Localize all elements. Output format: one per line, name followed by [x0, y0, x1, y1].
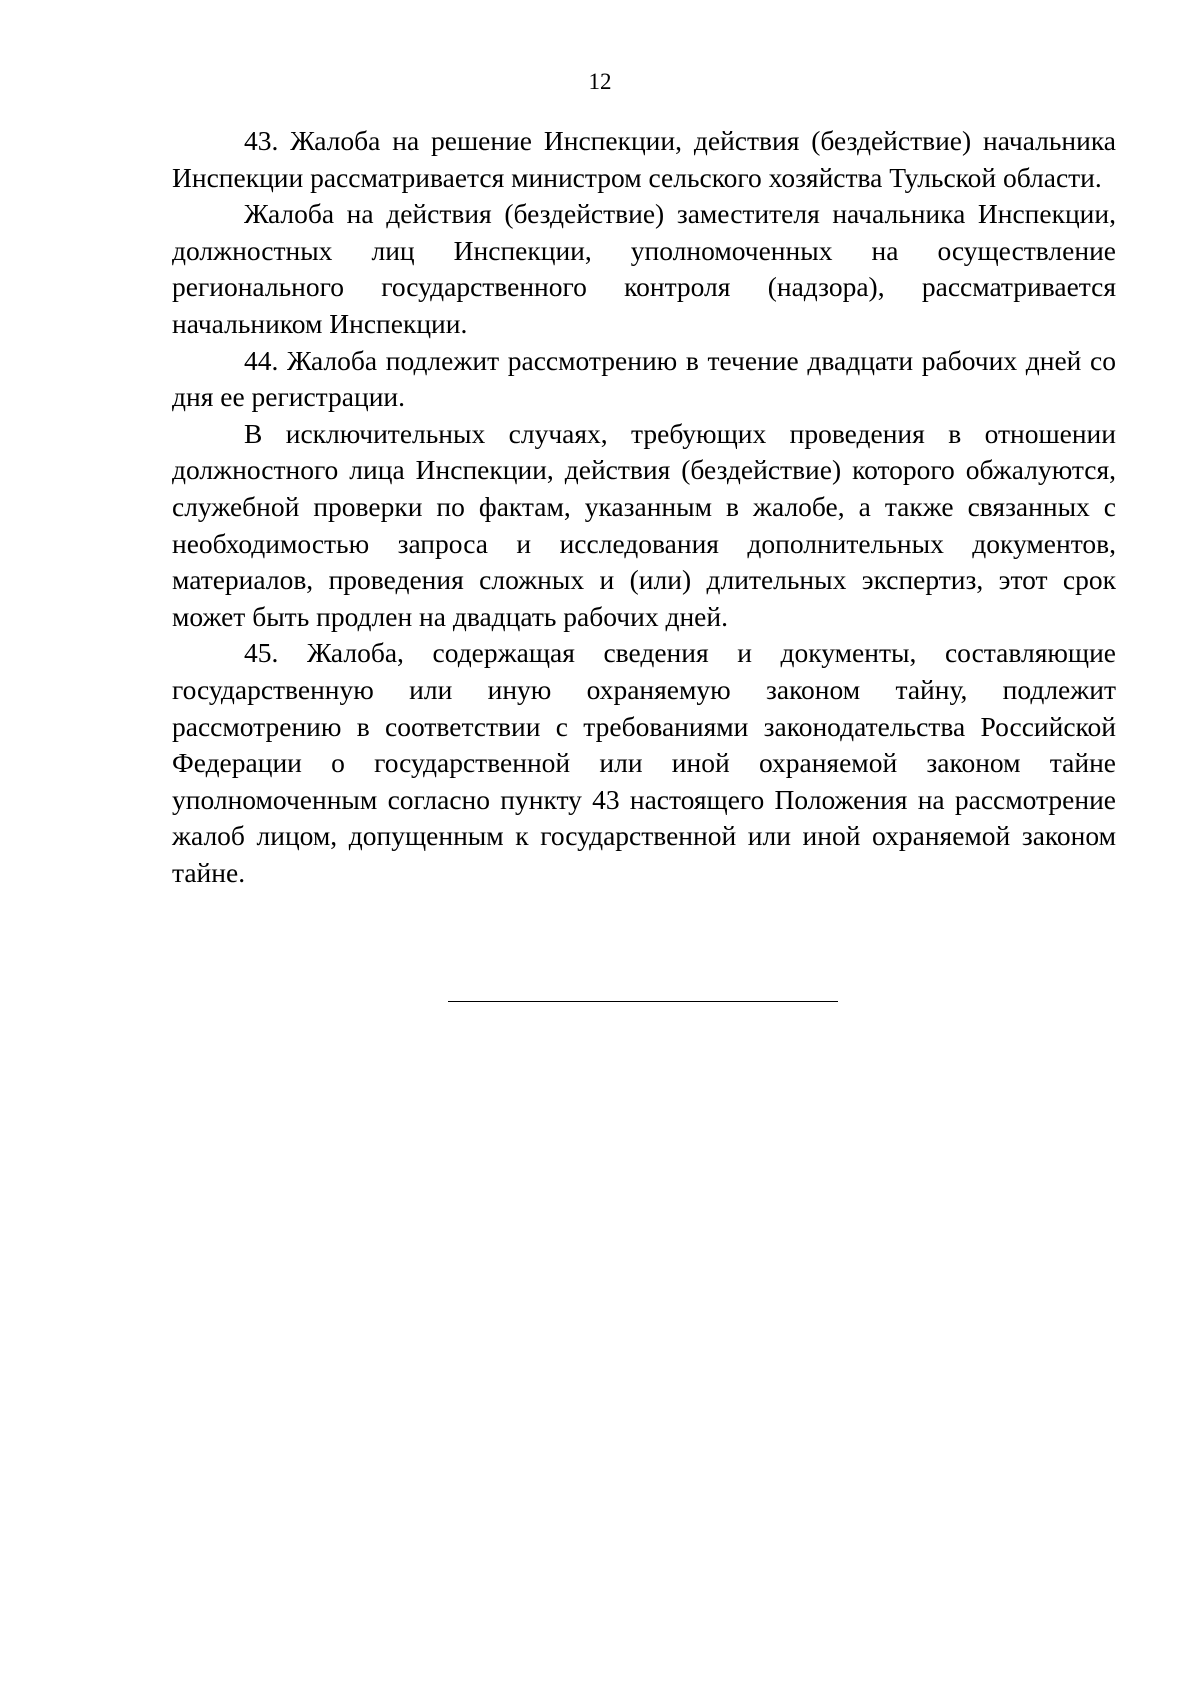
paragraph-45-secret-information: 45. Жалоба, содержащая сведения и документы, составляющие государственную или иную охраняемую законом тайну, подлежит рассмотрению в соответствии с требованиями законодательства Российской Федерации о государственной или иной охраняемой законом тайне уполномоченным согласно пункту 43 настоящего Положения на рассмотрение жалоб лицом, допущенным к государственной или иной охраняемой законом тайне. — [172, 637, 1116, 888]
page-number: 12 — [588, 69, 612, 94]
document-body — [172, 123, 1116, 891]
paragraph-43-complaint-minister: 43. Жалоба на решение Инспекции, действия (бездействие) начальника Инспекции рассматривается министром сельского хозяйства Тульской области. — [172, 125, 1116, 193]
paragraph-complaint-deputy-head: Жалоба на действия (бездействие) заместителя начальника Инспекции, должностных лиц Инспекции, уполномоченных на осуществление регионального государственного контроля (надзора), рассматривается начальником Инспекции. — [172, 198, 1116, 339]
end-of-document-divider — [448, 1001, 838, 1002]
paragraph-term-extension: В исключительных случаях, требующих проведения в отношении должностного лица Инспекции, действия (бездействие) которого обжалуются, служебной проверки по фактам, указанным в жалобе, а также связанных с необходимостью запроса и исследования дополнительных документов, материалов, проведения сложных и (или) длительных экспертиз, этот срок может быть продлен на двадцать рабочих дней. — [172, 417, 1116, 632]
paragraph-44-review-term: 44. Жалоба подлежит рассмотрению в течение двадцати рабочих дней со дня ее регистрации. — [172, 344, 1116, 413]
